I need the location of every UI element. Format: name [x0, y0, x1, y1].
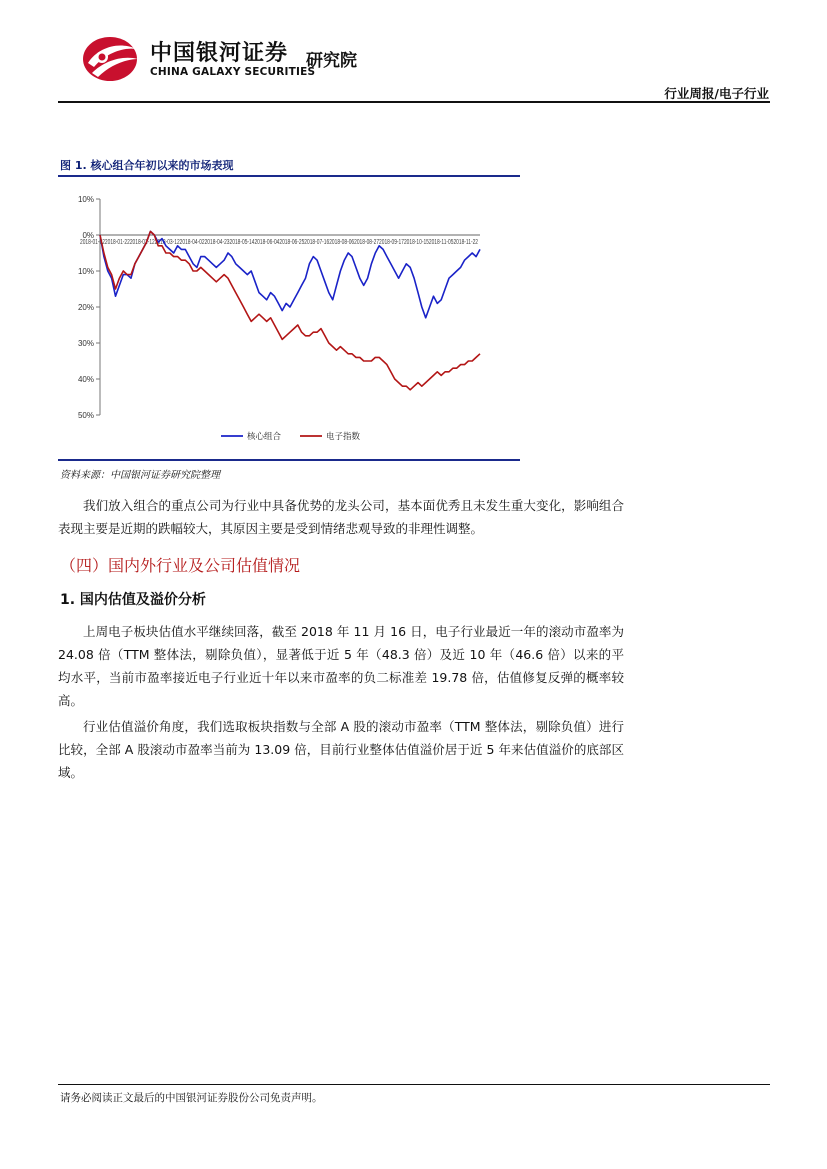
brand-name-en: CHINA GALAXY SECURITIES	[150, 66, 316, 78]
footer-disclaimer: 请务必阅读正文最后的中国银河证券股份公司免责声明。	[60, 1092, 323, 1104]
brand-name-cn: 中国银河证券	[150, 41, 289, 66]
legend-label: 电子指数	[326, 432, 361, 442]
y-tick-label: 20%	[77, 303, 94, 312]
footer-divider	[58, 1084, 770, 1085]
legend-label: 核心组合	[247, 432, 282, 442]
y-tick-label: 30%	[77, 339, 94, 348]
body-paragraph: 我们放入组合的重点公司为行业中具备优势的龙头公司，基本面优秀且未发生重大变化，影响组合表现主要是近期的跌幅较大，其原因主要是受到情绪悲观导致的非理性调整。	[58, 498, 624, 536]
figure-top-rule	[58, 175, 520, 177]
x-axis	[80, 235, 480, 246]
report-type-label: 行业周报/电子行业	[664, 86, 769, 101]
y-tick-label: 0%	[82, 231, 94, 240]
y-tick-label: 10%	[77, 195, 94, 204]
y-tick-label: 10%	[77, 267, 94, 276]
x-tick-labels: 2018-01-022018-01-222018-02-122018-03-122018-04-022018-04-232018-05-142018-06-042018-06-252018-07-162018-08-062018-08-272018-09-172018-10-152018-11-052018-11-22	[80, 237, 478, 246]
chart-legend	[221, 431, 361, 442]
series-layer	[100, 231, 480, 389]
body-paragraph: 上周电子板块估值水平继续回落，截至 2018 年 11 月 16 日，电子行业最近一年的滚动市盈率为 24.08 倍（TTM 整体法，剔除负值），显著低于近 5 年（48.3 倍）及近 10 年（46.6 倍）以来的平均水平，当前市盈率接近电子行业近十年以来市盈率的负二标准差 19.78 倍，估值修复反弹的概率较高。	[58, 624, 624, 708]
figure-bottom-rule	[58, 459, 520, 461]
section-heading: （四）国内外行业及公司估值情况	[60, 556, 301, 575]
body-paragraph: 行业估值溢价角度，我们选取板块指数与全部 A 股的滚动市盈率（TTM 整体法，剔除负值）进行比较，全部 A 股滚动市盈率当前为 13.09 倍，目前行业整体估值溢价居于近 5 年来估值溢价的底部区域。	[58, 719, 624, 780]
figure-title: 图 1. 核心组合年初以来的市场表现	[60, 159, 234, 172]
market-performance-chart	[58, 185, 520, 455]
brand-institute: 研究院	[306, 51, 357, 71]
figure-source: 资料来源：中国银河证券研究院整理	[60, 470, 220, 481]
galaxy-logo-icon	[80, 33, 140, 85]
subsection-heading: 1. 国内估值及溢价分析	[60, 592, 206, 608]
y-axis	[78, 195, 100, 420]
y-tick-label: 50%	[77, 411, 94, 420]
header-divider	[58, 101, 770, 103]
y-tick-label: 40%	[77, 375, 94, 384]
